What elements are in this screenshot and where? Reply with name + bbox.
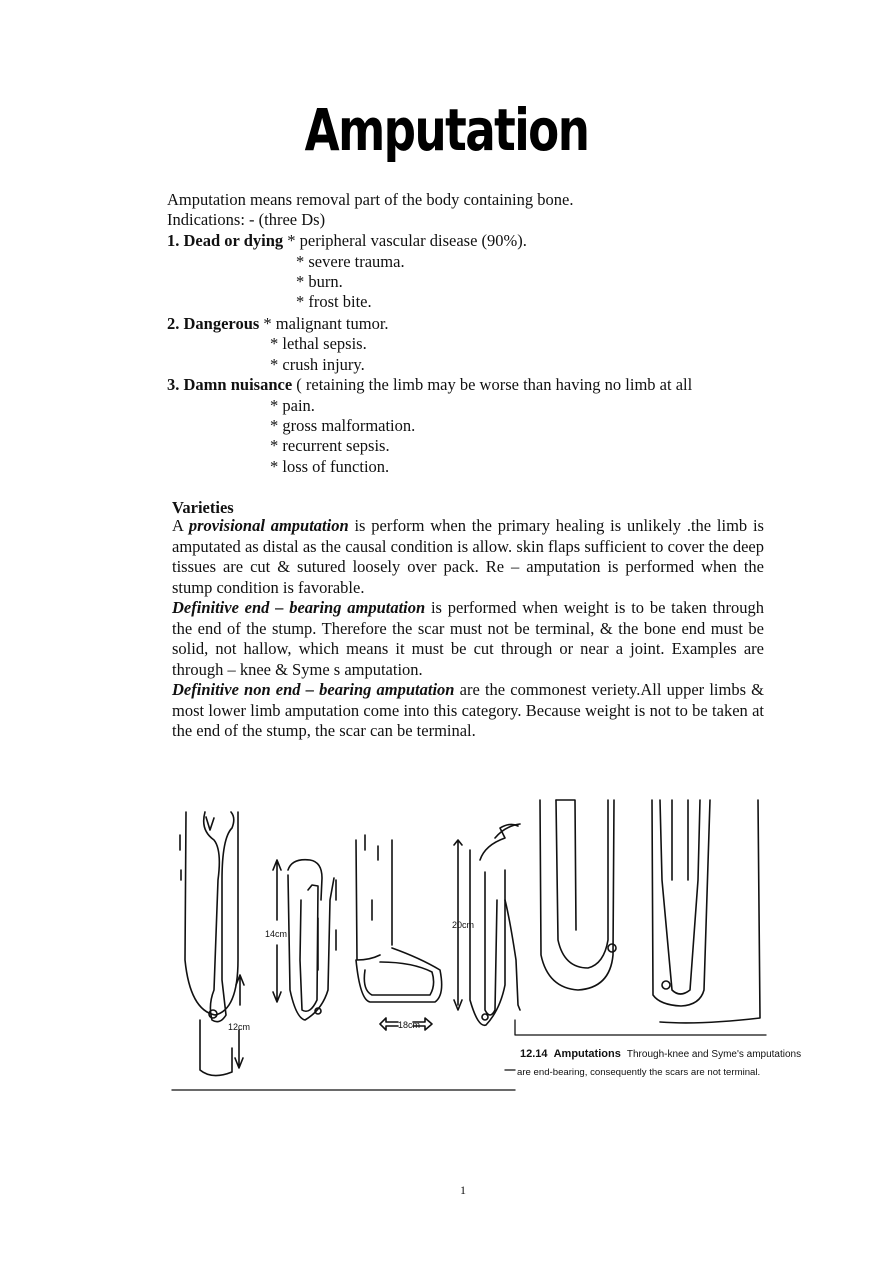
measure-18cm: 18cm — [398, 1020, 421, 1030]
caption-bold: Amputations — [553, 1048, 621, 1060]
provisional-text: is perform when the primary healing is unlikely .the limb is amputated as distal as the causal condition is allow. skin flaps sufficient to cover the deep tissues are cut & sutured loosely over pack. Re – amputation is performed when the stump condition is favorable. — [172, 516, 764, 597]
end-bearing-text: is performed when weight is to be taken through the end of the stump. Therefore the scar must not be terminal, & the bone end must be solid, not hallow, which means it must be cut through or near a joint. Examples are through – knee & Syme s amputation. — [172, 598, 764, 679]
group-3-label: 3. Damn nuisance — [167, 375, 293, 394]
group-2-item-1: * malignant tumor. — [263, 314, 389, 333]
group-3-note: ( retaining the limb may be worse than having no limb at all — [296, 375, 693, 394]
group-3-item-2: * gross malformation. — [270, 416, 416, 435]
group-1-item-2: * severe trauma. — [296, 252, 405, 271]
intro-text: Amputation means removal part of the body containing bone. — [167, 190, 574, 209]
diagram-above-knee — [180, 812, 244, 1076]
diagram-syme-leg — [652, 800, 760, 1023]
provisional-term: provisional amputation — [188, 516, 349, 535]
page-title: Amputation — [304, 96, 589, 164]
diagram-through-knee — [540, 800, 616, 990]
group-1-item-4: * frost bite. — [296, 292, 372, 311]
group-1-item-3: * burn. — [296, 272, 343, 291]
figure-caption-line-2: are end-bearing, consequently the scars are not terminal. — [517, 1067, 761, 1078]
group-2-label: 2. Dangerous — [167, 314, 260, 333]
measure-20cm: 20cm — [452, 920, 475, 930]
group-2-item-3: * crush injury. — [270, 355, 365, 374]
diagram-below-knee — [273, 860, 336, 1020]
caption-number: 12.14 — [520, 1048, 548, 1060]
non-end-bearing-term: Definitive non end – bearing amputation — [172, 680, 455, 699]
measure-12cm: 12cm — [228, 1022, 251, 1032]
provisional-lead: A — [172, 516, 189, 535]
group-2-item-2: * lethal sepsis. — [270, 334, 367, 353]
indications-heading: Indications: - (three Ds) — [167, 210, 326, 229]
group-3-item-4: * loss of function. — [270, 457, 390, 476]
diagram-syme-foot — [356, 835, 442, 1030]
group-1-item-1: * peripheral vascular disease (90%). — [287, 231, 527, 250]
non-end-bearing-text: are the commonest veriety.All upper limbs & most lower limb amputation come into this category. Because weight is not to be taken at the end of the stump, the scar can be terminal. — [172, 680, 764, 741]
figure-caption-line-1 — [520, 1048, 801, 1060]
varieties-heading: Varieties — [172, 498, 234, 517]
measure-14cm: 14cm — [265, 929, 288, 939]
end-bearing-term: Definitive end – bearing amputation — [172, 598, 426, 617]
group-3-item-3: * recurrent sepsis. — [270, 436, 390, 455]
caption-rest: Through-knee and Syme's amputations — [626, 1049, 802, 1060]
page-number: 1 — [460, 1183, 466, 1197]
group-3-item-1: * pain. — [270, 396, 315, 415]
group-1-label: 1. Dead or dying — [167, 231, 284, 250]
